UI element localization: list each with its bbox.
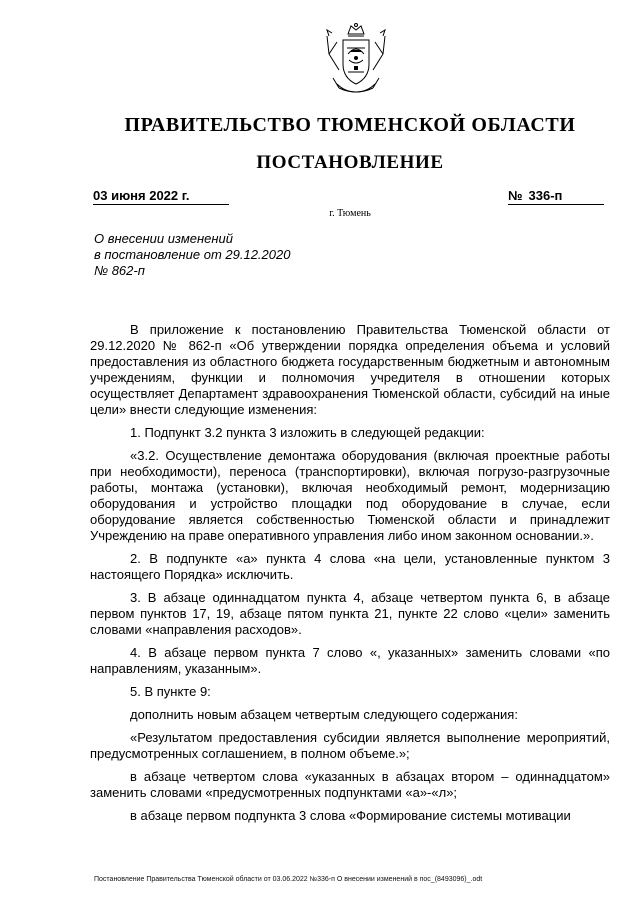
document-number: 336-п — [528, 188, 563, 203]
city-label: г. Тюмень — [329, 208, 371, 219]
document-number-field — [508, 188, 604, 205]
body-paragraph: в абзаце первом подпункта 3 слова «Формирование системы мотивации — [130, 808, 571, 823]
subject-line: в постановление от 29.12.2020 — [94, 247, 291, 262]
tyumen-coat-of-arms-emblem — [315, 20, 397, 102]
body-paragraph: дополнить новым абзацем четвертым следующего содержания: — [130, 707, 518, 722]
subject-line: № 862-п — [94, 263, 145, 278]
government-title: ПРАВИТЕЛЬСТВО ТЮМЕНСКОЙ ОБЛАСТИ — [124, 114, 576, 136]
body-paragraph: 2. В подпункте «а» пункта 4 слова «на цели, установленные пунктом 3 настоящего Порядка» исключить. — [90, 551, 610, 582]
number-sign: № — [508, 188, 523, 203]
body-paragraph: «3.2. Осуществление демонтажа оборудования (включая проектные работы при необходимости), переноса (транспортировки), включая погрузо-разгрузочные работы, монтажа (установки), включая необходимый ремонт, модернизацию оборудования и устройство площадки под оборудование в случае, если оборудование является собственностью Тюменской области и принадлежит Учреждению на праве оперативного управления либо ином законном основании.». — [90, 448, 610, 543]
document-body — [90, 322, 610, 831]
page-footer: Постановление Правительства Тюменской области от 03.06.2022 №336-п О внесении изменений в пос_(8493096)_.odt — [94, 876, 483, 883]
subject-line: О внесении изменений — [94, 231, 233, 246]
body-paragraph: 3. В абзаце одиннадцатом пункта 4, абзаце четвертом пункта 6, в абзаце первом пунктов 17, 19, абзаце пятом пункта 21, пункте 22 слово «цели» заменить словами «направления расходов». — [90, 590, 610, 637]
body-paragraph: 5. В пункте 9: — [130, 684, 211, 699]
subject-block — [94, 231, 354, 279]
document-type-title: ПОСТАНОВЛЕНИЕ — [256, 152, 444, 173]
body-paragraph: 1. Подпункт 3.2 пункта 3 изложить в следующей редакции: — [130, 425, 485, 440]
body-paragraph: 4. В абзаце первом пункта 7 слово «, указанных» заменить словами «по направлениям, указанным». — [90, 645, 610, 676]
document-date: 03 июня 2022 г. — [93, 188, 229, 205]
body-paragraph: В приложение к постановлению Правительства Тюменской области от 29.12.2020 № 862-п «Об утверждении порядка определения объема и условий предоставления из областного бюджета государственным бюджетным и автономным учреждениям, функции и полномочия учредителя в отношении которых осуществляет Департамент здравоохранения Тюменской области, субсидий на иные цели» внести следующие изменения: — [90, 322, 610, 417]
body-paragraph: «Результатом предоставления субсидии является выполнение мероприятий, предусмотренных соглашением, в полном объеме.»; — [90, 730, 610, 761]
body-paragraph: в абзаце четвертом слова «указанных в абзацах втором – одиннадцатом» заменить словами «предусмотренных подпунктами «а»-«л»; — [90, 769, 610, 800]
